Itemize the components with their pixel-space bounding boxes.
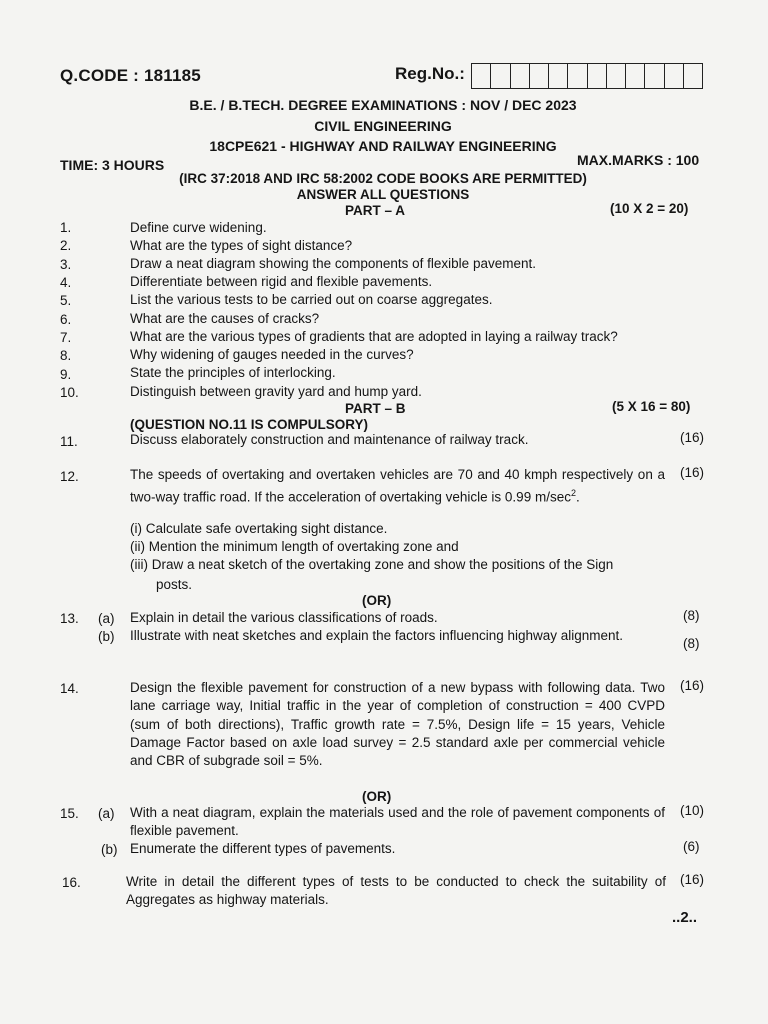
- question-text: Differentiate between rigid and flexible pavements.: [130, 274, 433, 289]
- question-text: Draw a neat diagram showing the components of flexible pavement.: [130, 256, 536, 271]
- question-marks: (8): [683, 636, 700, 651]
- question-marks: (16): [680, 678, 705, 693]
- question-number: 16.: [62, 875, 81, 890]
- page-continuation: ..2..: [672, 909, 698, 926]
- question-number: 10.: [60, 385, 79, 400]
- question-text: Design the flexible pavement for construction of a new bypass with following data. Two lane carriage way, Initial traffic in the year of completion of construction = 400 CVPD (sum of both directions), Traffic growth rate = 7.5%, Design life = 15 years, Vehicle Damage Factor based on axle load survey = 2.5 standard axle per commercial vehicle and CBR of subgrade soil = 5%.: [130, 680, 665, 769]
- question-marks: (16): [680, 430, 705, 445]
- question-number: 1.: [60, 220, 72, 235]
- sub-question-text: Illustrate with neat sketches and explain the factors influencing highway alignment.: [130, 628, 624, 643]
- reg-no-boxes[interactable]: [471, 63, 703, 89]
- sub-question-text: (ii) Mention the minimum length of overtaking zone and: [130, 539, 459, 554]
- question-number: 3.: [60, 257, 72, 272]
- question-marks: (10): [680, 803, 705, 818]
- question-text: Write in detail the different types of tests to be conducted to check the suitability of Aggregates as highway materials.: [126, 874, 666, 908]
- part-a-marks: (10 X 2 = 20): [610, 201, 689, 216]
- part-b-marks: (5 X 16 = 80): [612, 399, 691, 414]
- sub-question-text: Enumerate the different types of pavements.: [130, 841, 396, 856]
- question-number: 8.: [60, 348, 72, 363]
- question-text: List the various tests to be carried out on coarse aggregates.: [130, 292, 493, 307]
- question-text: Discuss elaborately construction and maintenance of railway track.: [130, 432, 529, 447]
- question-text: Define curve widening.: [130, 220, 267, 235]
- question-text: State the principles of interlocking.: [130, 365, 336, 380]
- exam-title: B.E. / B.TECH. DEGREE EXAMINATIONS : NOV / DEC 2023: [189, 97, 577, 113]
- sub-question-text: (i) Calculate safe overtaking sight distance.: [130, 521, 388, 536]
- part-a-title: PART – A: [345, 203, 406, 218]
- question-number: 13.: [60, 611, 79, 626]
- question-text: What are the types of sight distance?: [130, 238, 353, 253]
- or-separator: (OR): [362, 593, 392, 608]
- sub-question-text: With a neat diagram, explain the materials used and the role of pavement components of flexible pavement.: [130, 805, 665, 839]
- question-number: 11.: [60, 434, 78, 449]
- course-title: 18CPE621 - HIGHWAY AND RAILWAY ENGINEERING: [209, 138, 557, 154]
- instruction: ANSWER ALL QUESTIONS: [296, 187, 470, 202]
- question-number: 2.: [60, 238, 72, 253]
- codes-permitted-note: (IRC 37:2018 AND IRC 58:2002 CODE BOOKS ARE PERMITTED): [179, 171, 587, 186]
- or-separator: (OR): [362, 789, 392, 804]
- question-number: 9.: [60, 367, 72, 382]
- part-b-title: PART – B: [345, 401, 406, 416]
- question-number: 12.: [60, 469, 79, 484]
- max-marks: MAX.MARKS : 100: [577, 152, 700, 168]
- question-number: 7.: [60, 330, 72, 345]
- question-text: Why widening of gauges needed in the curves?: [130, 347, 414, 362]
- question-number: 14.: [60, 681, 79, 696]
- sub-question-text: (iii) Draw a neat sketch of the overtaking zone and show the positions of the Sign: [130, 557, 614, 572]
- question-number: 5.: [60, 293, 72, 308]
- question-number: 15.: [60, 806, 79, 821]
- question-text: The speeds of overtaking and overtaken vehicles are 70 and 40 kmph respectively on a two-way traffic road. If the acceleration of overtaking vehicle is 0.99 $m/\sec^2$.: [130, 467, 665, 505]
- sub-question-text: Explain in detail the various classifications of roads.: [130, 610, 438, 625]
- question-text: Distinguish between gravity yard and hump yard.: [130, 384, 422, 399]
- sub-question-label: (b): [98, 629, 115, 644]
- question-code: Q.CODE : 181185: [60, 66, 201, 85]
- sub-question-label: (a): [98, 806, 115, 821]
- sub-question-label: (a): [98, 611, 115, 626]
- compulsory-note: (QUESTION NO.11 IS COMPULSORY): [130, 417, 369, 432]
- question-marks: (8): [683, 608, 700, 623]
- reg-no-label: Reg.No.:: [395, 64, 465, 83]
- question-number: 6.: [60, 312, 72, 327]
- sub-question-label: (b): [101, 842, 118, 857]
- question-marks: (16): [680, 872, 705, 887]
- question-text: What are the causes of cracks?: [130, 311, 320, 326]
- question-number: 4.: [60, 275, 72, 290]
- exam-time: TIME: 3 HOURS: [60, 157, 165, 173]
- question-marks: (6): [683, 839, 700, 854]
- department: CIVIL ENGINEERING: [314, 118, 452, 134]
- question-marks: (16): [680, 465, 705, 480]
- question-text: What are the various types of gradients that are adopted in laying a railway track?: [130, 329, 618, 344]
- sub-question-text: posts.: [156, 577, 193, 592]
